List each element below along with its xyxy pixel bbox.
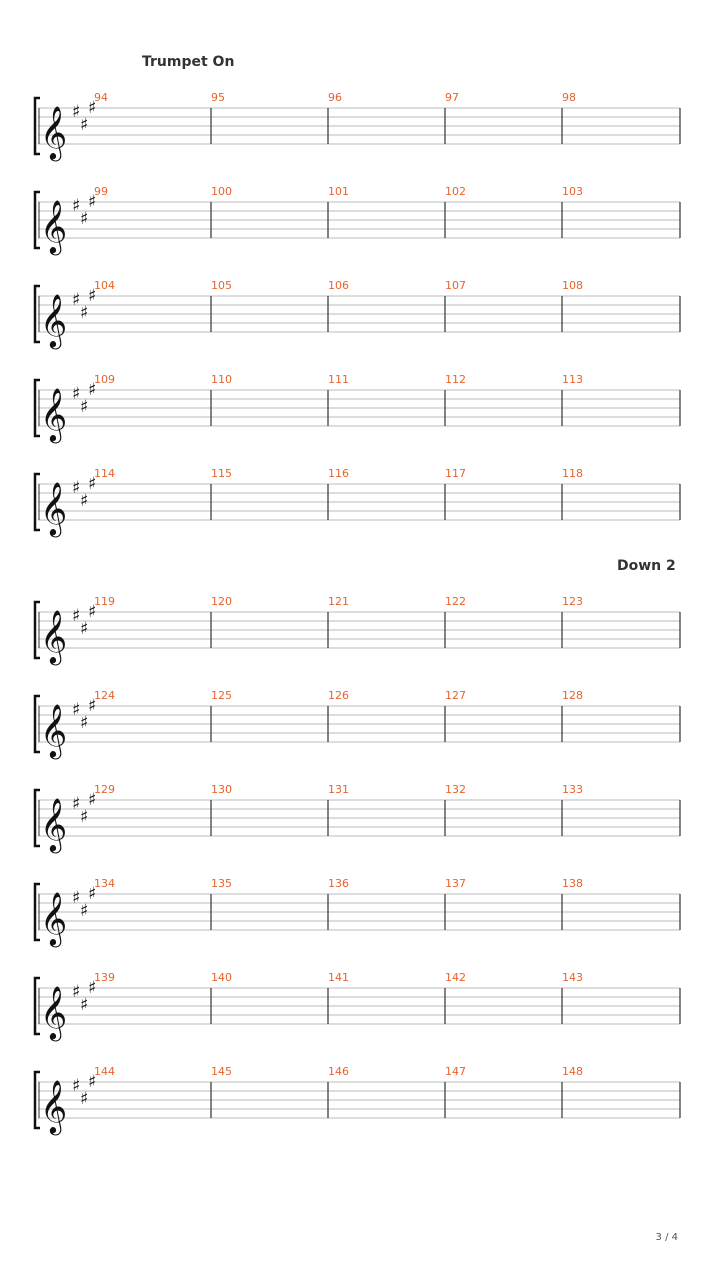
measure-number: 136 bbox=[328, 877, 349, 890]
measure-number: 99 bbox=[94, 185, 108, 198]
measure-number: 143 bbox=[562, 971, 583, 984]
measure-number: 108 bbox=[562, 279, 583, 292]
sharp-icon: ♯ bbox=[72, 384, 81, 404]
measure-number: 142 bbox=[445, 971, 466, 984]
section-label-trumpet-on: Trumpet On bbox=[142, 54, 235, 70]
measure-number: 123 bbox=[562, 595, 583, 608]
staff-system bbox=[0, 684, 720, 764]
measure-number: 101 bbox=[328, 185, 349, 198]
measure-number: 124 bbox=[94, 689, 115, 702]
sharp-icon: ♯ bbox=[80, 115, 89, 135]
staff-system bbox=[0, 966, 720, 1046]
treble-clef-icon: 𝄞 bbox=[40, 199, 68, 253]
measure-number: 148 bbox=[562, 1065, 583, 1078]
sharp-icon: ♯ bbox=[88, 978, 97, 998]
treble-clef-icon: 𝄞 bbox=[40, 387, 68, 441]
staff-system bbox=[0, 180, 720, 260]
staff-svg bbox=[0, 180, 720, 260]
sharp-icon: ♯ bbox=[72, 794, 81, 814]
measure-number: 97 bbox=[445, 91, 459, 104]
measure-number: 138 bbox=[562, 877, 583, 890]
measure-number: 111 bbox=[328, 373, 349, 386]
measure-number: 119 bbox=[94, 595, 115, 608]
sharp-icon: ♯ bbox=[80, 209, 89, 229]
measure-number: 105 bbox=[211, 279, 232, 292]
sharp-icon: ♯ bbox=[80, 491, 89, 511]
sharp-icon: ♯ bbox=[80, 397, 89, 417]
sharp-icon: ♯ bbox=[88, 602, 97, 622]
sharp-icon: ♯ bbox=[88, 286, 97, 306]
measure-number: 145 bbox=[211, 1065, 232, 1078]
sharp-icon: ♯ bbox=[72, 290, 81, 310]
sharp-icon: ♯ bbox=[72, 982, 81, 1002]
measure-number: 121 bbox=[328, 595, 349, 608]
sharp-icon: ♯ bbox=[88, 884, 97, 904]
measure-number: 146 bbox=[328, 1065, 349, 1078]
measure-number: 131 bbox=[328, 783, 349, 796]
sharp-icon: ♯ bbox=[72, 1076, 81, 1096]
measure-number: 141 bbox=[328, 971, 349, 984]
staff-svg bbox=[0, 86, 720, 166]
measure-number: 122 bbox=[445, 595, 466, 608]
page-number: 3 / 4 bbox=[655, 1232, 678, 1243]
treble-clef-icon: 𝄞 bbox=[40, 293, 68, 347]
sharp-icon: ♯ bbox=[72, 606, 81, 626]
staff-system bbox=[0, 778, 720, 858]
treble-clef-icon: 𝄞 bbox=[40, 481, 68, 535]
measure-number: 96 bbox=[328, 91, 342, 104]
sharp-icon: ♯ bbox=[80, 995, 89, 1015]
measure-number: 147 bbox=[445, 1065, 466, 1078]
measure-number: 140 bbox=[211, 971, 232, 984]
treble-clef-icon: 𝄞 bbox=[40, 985, 68, 1039]
measure-number: 100 bbox=[211, 185, 232, 198]
measure-number: 133 bbox=[562, 783, 583, 796]
measure-number: 116 bbox=[328, 467, 349, 480]
sharp-icon: ♯ bbox=[80, 807, 89, 827]
staff-system bbox=[0, 462, 720, 542]
measure-number: 103 bbox=[562, 185, 583, 198]
measure-number: 117 bbox=[445, 467, 466, 480]
treble-clef-icon: 𝄞 bbox=[40, 703, 68, 757]
measure-number: 128 bbox=[562, 689, 583, 702]
measure-number: 130 bbox=[211, 783, 232, 796]
measure-number: 110 bbox=[211, 373, 232, 386]
treble-clef-icon: 𝄞 bbox=[40, 105, 68, 159]
sharp-icon: ♯ bbox=[88, 696, 97, 716]
measure-number: 126 bbox=[328, 689, 349, 702]
measure-number: 118 bbox=[562, 467, 583, 480]
sharp-icon: ♯ bbox=[72, 700, 81, 720]
sharp-icon: ♯ bbox=[72, 196, 81, 216]
sharp-icon: ♯ bbox=[88, 474, 97, 494]
staff-system bbox=[0, 368, 720, 448]
measure-number: 106 bbox=[328, 279, 349, 292]
sharp-icon: ♯ bbox=[72, 478, 81, 498]
measure-number: 120 bbox=[211, 595, 232, 608]
measure-number: 94 bbox=[94, 91, 108, 104]
measure-number: 137 bbox=[445, 877, 466, 890]
treble-clef-icon: 𝄞 bbox=[40, 891, 68, 945]
measure-number: 113 bbox=[562, 373, 583, 386]
sharp-icon: ♯ bbox=[80, 901, 89, 921]
measure-number: 144 bbox=[94, 1065, 115, 1078]
sharp-icon: ♯ bbox=[80, 713, 89, 733]
measure-number: 98 bbox=[562, 91, 576, 104]
measure-number: 125 bbox=[211, 689, 232, 702]
treble-clef-icon: 𝄞 bbox=[40, 1079, 68, 1133]
sharp-icon: ♯ bbox=[88, 1072, 97, 1092]
measure-number: 134 bbox=[94, 877, 115, 890]
sharp-icon: ♯ bbox=[88, 192, 97, 212]
measure-number: 129 bbox=[94, 783, 115, 796]
sharp-icon: ♯ bbox=[80, 1089, 89, 1109]
sharp-icon: ♯ bbox=[80, 303, 89, 323]
measure-number: 104 bbox=[94, 279, 115, 292]
section-label-down-2: Down 2 bbox=[617, 558, 676, 574]
staff-system bbox=[0, 274, 720, 354]
measure-number: 115 bbox=[211, 467, 232, 480]
sharp-icon: ♯ bbox=[72, 102, 81, 122]
measure-number: 107 bbox=[445, 279, 466, 292]
measure-number: 112 bbox=[445, 373, 466, 386]
staff-system bbox=[0, 86, 720, 166]
staff-system bbox=[0, 872, 720, 952]
measure-number: 127 bbox=[445, 689, 466, 702]
measure-number: 95 bbox=[211, 91, 225, 104]
measure-number: 135 bbox=[211, 877, 232, 890]
staff-system bbox=[0, 1060, 720, 1140]
sharp-icon: ♯ bbox=[88, 380, 97, 400]
measure-number: 109 bbox=[94, 373, 115, 386]
treble-clef-icon: 𝄞 bbox=[40, 797, 68, 851]
staff-system bbox=[0, 590, 720, 670]
sharp-icon: ♯ bbox=[72, 888, 81, 908]
measure-number: 139 bbox=[94, 971, 115, 984]
measure-number: 102 bbox=[445, 185, 466, 198]
measure-number: 114 bbox=[94, 467, 115, 480]
sharp-icon: ♯ bbox=[88, 790, 97, 810]
treble-clef-icon: 𝄞 bbox=[40, 609, 68, 663]
measure-number: 132 bbox=[445, 783, 466, 796]
sharp-icon: ♯ bbox=[88, 98, 97, 118]
sharp-icon: ♯ bbox=[80, 619, 89, 639]
